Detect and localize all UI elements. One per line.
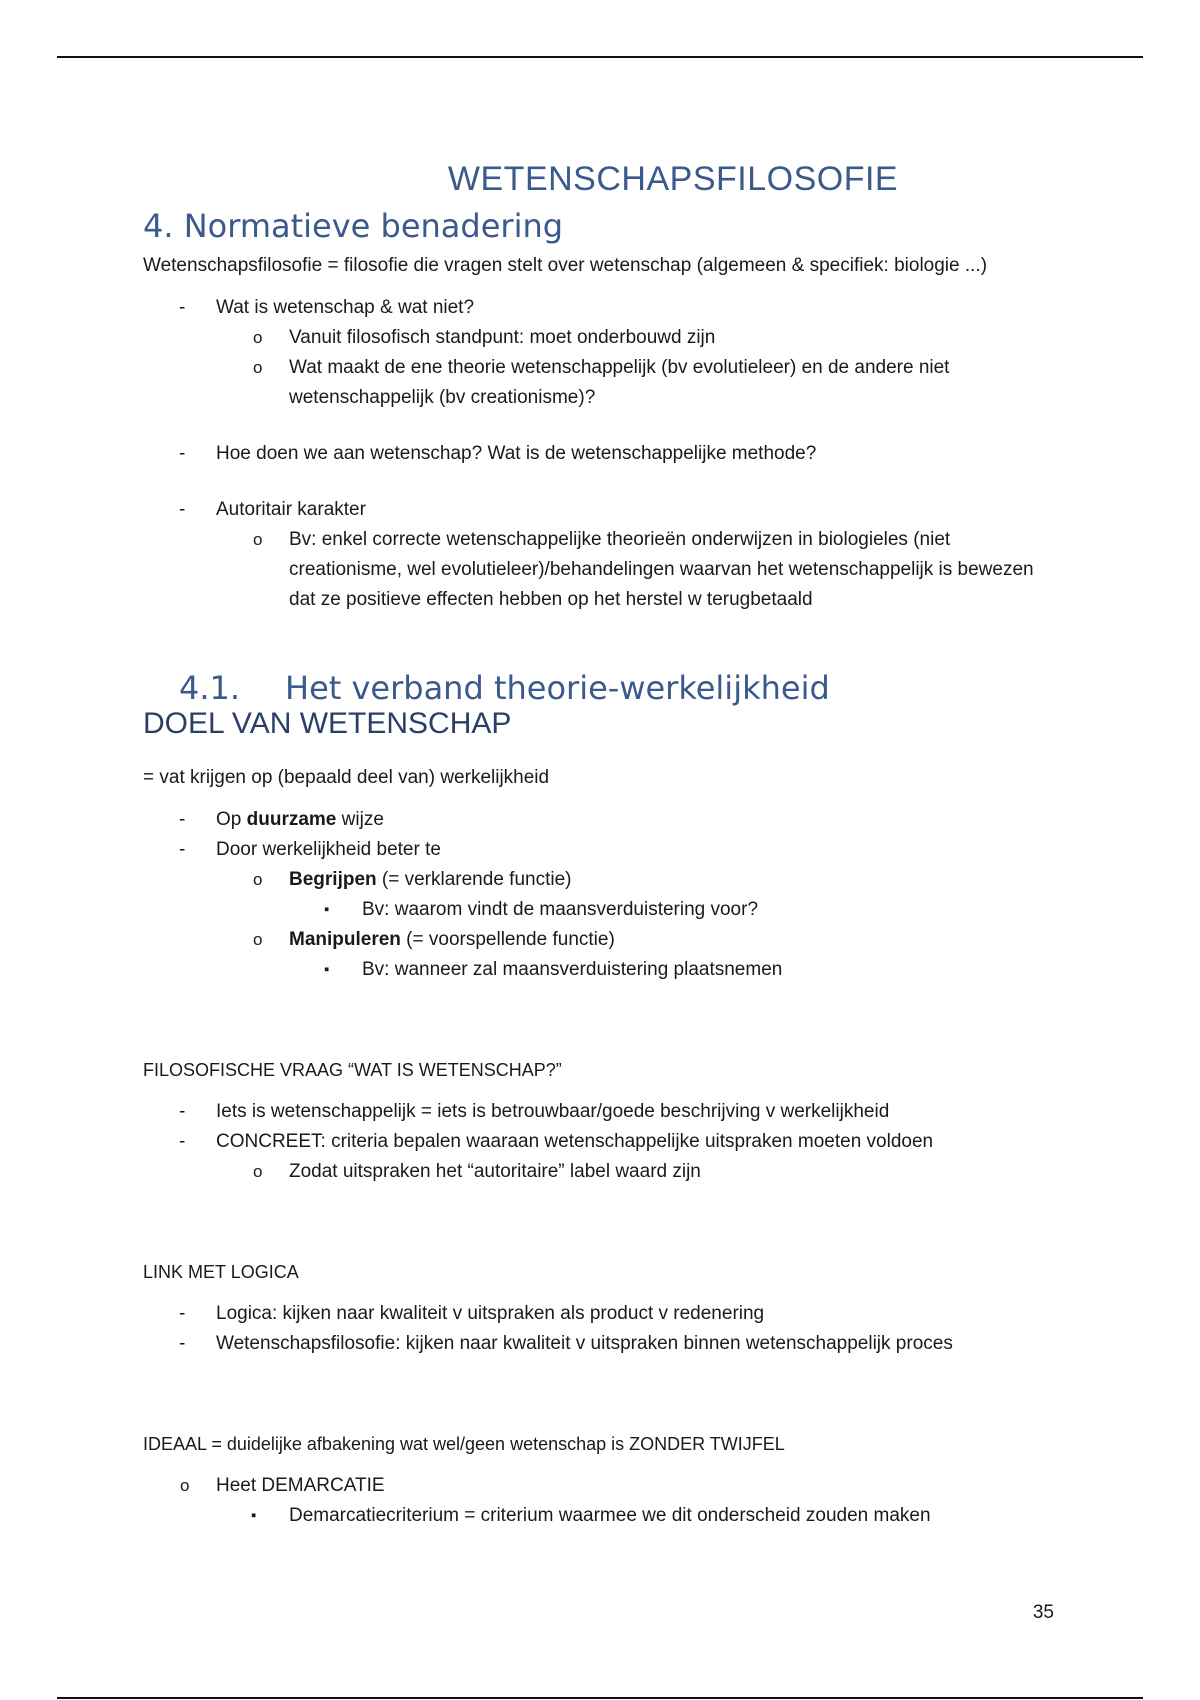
ideal-text: IDEAAL = duidelijke afbakening wat wel/geen wetenschap is ZONDER TWIJFEL bbox=[143, 1434, 785, 1454]
doel-heading: DOEL VAN WETENSCHAP bbox=[143, 707, 512, 740]
list-item: - Wetenschapsfilosofie: kijken naar kwaliteit v uitspraken binnen wetenschappelijk proces bbox=[143, 1329, 1063, 1359]
list-item: o Zodat uitspraken het “autoritaire” label waard zijn bbox=[216, 1157, 1063, 1187]
page-number: 35 bbox=[1032, 1602, 1054, 1623]
list-item: - Op duurzame wijze bbox=[143, 805, 1063, 835]
list-item: - CONCREET: criteria bepalen waaraan wetenschappelijke uitspraken moeten voldoen o Zodat uitspraken het “autoritaire” label waard zijn bbox=[143, 1127, 1063, 1187]
philo-question-list bbox=[143, 1097, 1063, 1187]
footer-rule bbox=[57, 1697, 1143, 1699]
list-item: ▪ Demarcatiecriterium = criterium waarmee we dit onderscheid zouden maken bbox=[216, 1501, 1063, 1531]
list-item: - Door werkelijkheid beter te o Begrijpen (= verklarende functie) ▪ Bv: waarom vindt de maansverduistering voor? o Manipuleren (= voorspellende functie) ▪ Bv: wanneer zal maansverduistering plaatsnemen bbox=[143, 835, 1063, 985]
list-item: o Manipuleren (= voorspellende functie) ▪ Bv: wanneer zal maansverduistering plaatsnemen bbox=[216, 925, 1063, 985]
logic-link-list bbox=[143, 1299, 1063, 1359]
list-item: o Bv: enkel correcte wetenschappelijke theorieën onderwijzen in biologieles (niet creationisme, wel evolutieleer)/behandelingen waarvan het wetenschappelijk is bewezen dat ze positieve effecten hebben op het herstel w terugbetaald bbox=[216, 525, 1063, 615]
list-item: o Vanuit filosofisch standpunt: moet onderbouwd zijn bbox=[216, 323, 1063, 353]
section-4-list bbox=[143, 293, 1063, 413]
logic-link-label: LINK MET LOGICA bbox=[143, 1262, 299, 1282]
document-title: WETENSCHAPSFILOSOFIE bbox=[447, 160, 899, 198]
list-item: - Iets is wetenschappelijk = iets is betrouwbaar/goede beschrijving v werkelijkheid bbox=[143, 1097, 1063, 1127]
list-item: - Logica: kijken naar kwaliteit v uitspraken als product v redenering bbox=[143, 1299, 1063, 1329]
list-item: o Heet DEMARCATIE ▪ Demarcatiecriterium = criterium waarmee we dit onderscheid zouden maken bbox=[143, 1471, 1063, 1531]
section-4-heading: 4. Normatieve benadering bbox=[143, 207, 564, 245]
doel-list bbox=[143, 805, 1063, 985]
header-rule bbox=[57, 56, 1143, 58]
list-item: - Wat is wetenschap & wat niet? o Vanuit filosofisch standpunt: moet onderbouwd zijn o Wat maakt de ene theorie wetenschappelijk (bv evolutieleer) en de andere niet wetenschappelijk (bv creationisme)? bbox=[143, 293, 1063, 413]
list-item: ▪ Bv: waarom vindt de maansverduistering voor? bbox=[289, 895, 1063, 925]
section-4-1-heading: 4.1. Het verband theorie-werkelijkheid bbox=[179, 669, 830, 707]
section-4-definition: Wetenschapsfilosofie = filosofie die vragen stelt over wetenschap (algemeen & specifiek: biologie ...) bbox=[143, 255, 988, 276]
philo-question-label: FILOSOFISCHE VRAAG “WAT IS WETENSCHAP?” bbox=[143, 1060, 562, 1080]
list-item: o Wat maakt de ene theorie wetenschappelijk (bv evolutieleer) en de andere niet wetenschappelijk (bv creationisme)? bbox=[216, 353, 1063, 413]
doel-definition: = vat krijgen op (bepaald deel van) werkelijkheid bbox=[143, 767, 550, 788]
list-item: ▪ Bv: wanneer zal maansverduistering plaatsnemen bbox=[289, 955, 1063, 985]
list-item: o Begrijpen (= verklarende functie) ▪ Bv: waarom vindt de maansverduistering voor? bbox=[216, 865, 1063, 925]
list-item: - Hoe doen we aan wetenschap? Wat is de wetenschappelijke methode? bbox=[143, 439, 1063, 469]
list-item: - Autoritair karakter o Bv: enkel correcte wetenschappelijke theorieën onderwijzen in biologieles (niet creationisme, wel evolutieleer)/behandelingen waarvan het wetenschappelijk is bewezen dat ze positieve effecten hebben op het herstel w terugbetaald bbox=[143, 495, 1063, 615]
page-content bbox=[143, 160, 1063, 1531]
